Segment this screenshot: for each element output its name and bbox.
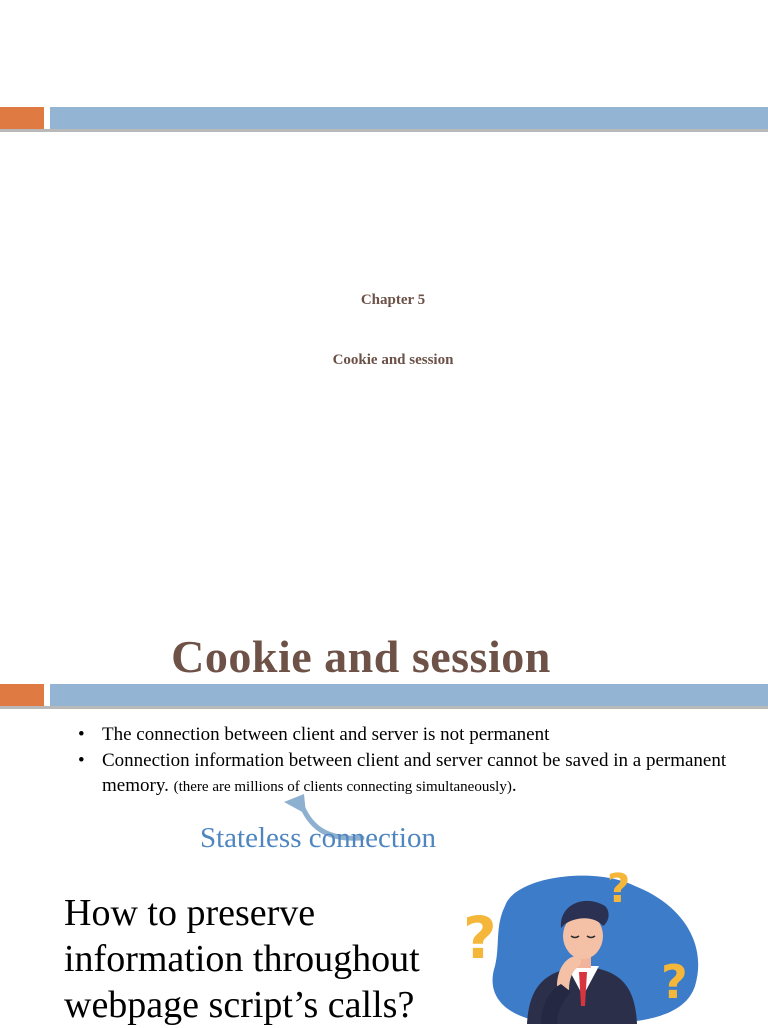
accent-bar-shadow: [0, 129, 768, 132]
thinking-person-icon: [445, 866, 715, 1024]
list-item: [78, 722, 738, 747]
accent-blue-block: [50, 684, 768, 706]
question-mark-icon: ?: [463, 904, 497, 972]
bullet-list: [78, 722, 738, 801]
bullet-icon: •: [78, 750, 85, 771]
slide-title: Cookie and session: [171, 631, 551, 682]
stateless-connection-label: Stateless connection: [200, 822, 436, 854]
header-accent-bar: [0, 107, 768, 129]
question-mark-icon: ?: [607, 866, 631, 912]
list-item: [78, 748, 738, 800]
accent-blue-block: [50, 107, 768, 129]
bullet-icon: •: [78, 724, 85, 745]
bullet-text: The connection between client and server is not permanent: [102, 724, 550, 745]
bullet-note: (there are millions of clients connecting simultaneously): [173, 779, 512, 795]
chapter-subtitle: Cookie and session: [332, 352, 454, 368]
question-mark-icon: ?: [661, 955, 688, 1009]
title-accent-bar: [0, 684, 768, 706]
accent-bar-shadow: [0, 706, 768, 709]
accent-orange-block: [0, 107, 44, 129]
chapter-label: Chapter 5: [360, 292, 426, 308]
bullet-text: Connection information between client and server cannot be saved in a permanent memory.: [102, 750, 727, 796]
question-text: How to preserve information throughout webpage script’s calls?: [64, 892, 420, 1026]
accent-orange-block: [0, 684, 44, 706]
bullet-end: .: [511, 775, 517, 796]
